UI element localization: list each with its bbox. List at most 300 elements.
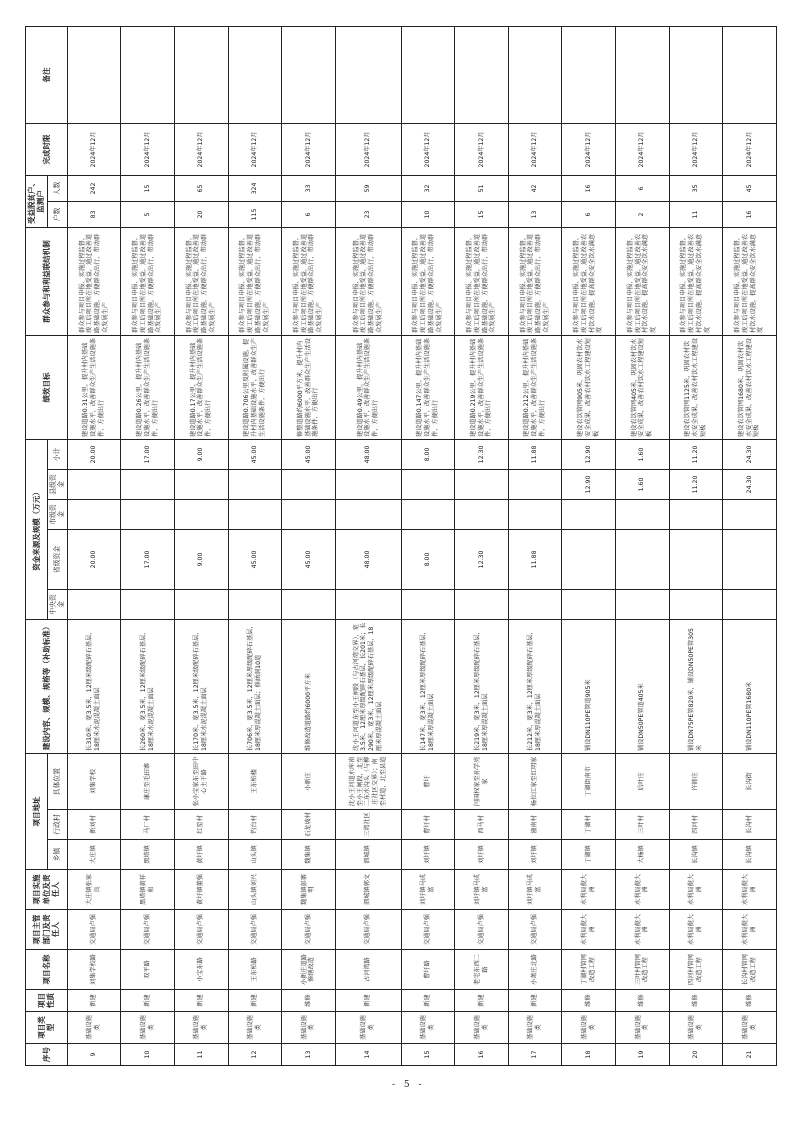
header-dept: 项目主管部门及责任人 [26, 910, 68, 950]
cell-type: 基础设施类 [401, 1012, 455, 1044]
table-body [67, 26, 776, 1065]
header-subtotal: 小计 [47, 439, 67, 469]
cell-provincial: 48.00 [335, 529, 401, 589]
cell-county [174, 469, 228, 499]
cell-dept: 交通局卢强 [67, 910, 121, 950]
cell-deadline: 2024年12月 [228, 123, 282, 175]
cell-note [335, 26, 401, 123]
header-location: 项目地址 [26, 753, 48, 869]
cell-village: 三叶村 [616, 810, 670, 840]
cell-content: 铺设DN75PE管820米，铺设DN50PE管305米 [669, 619, 723, 753]
cell-mechanism: 群众参与项目申报、实施过程监督，竣工后项目所在地受益，通过改善道路基础设施，方便群众出行，带动群众发展生产 [455, 227, 509, 335]
cell-impl: 黑塔镇黄祥和 [121, 870, 175, 910]
cell-nature: 新建 [174, 990, 228, 1012]
cell-households: 23 [335, 201, 401, 227]
cell-mechanism: 群众参与项目申报、实施过程监督，竣工后项目所在地受益，通过改善农村饮水设施，提高群众安全饮水满意度 [669, 227, 723, 335]
cell-goal: 建设道路0.706公里及附属设施，提升村内基础设施水平，改善群众生产生活设施条件，方便出行 [228, 335, 282, 439]
cell-county: 11.20 [669, 469, 723, 499]
cell-nature: 维修 [562, 990, 616, 1012]
cell-dept: 交通局卢强 [282, 910, 336, 950]
cell-impl: 魏集镇彭寨明 [282, 870, 336, 910]
cell-county [455, 469, 509, 499]
cell-dept: 交通局卢强 [228, 910, 282, 950]
cell-deadline: 2024年12月 [282, 123, 336, 175]
cell-subtotal: 12.90 [562, 439, 616, 469]
cell-seq: 13 [282, 1044, 336, 1066]
cell-town: 黑塔镇 [121, 840, 175, 870]
cell-note [282, 26, 336, 123]
cell-name: 小新庄道路修缮改造 [282, 950, 336, 990]
cell-households: 83 [67, 201, 121, 227]
cell-spot: 沈小王河道水库南至小王闸段，北至二东水沟头（与柳庄社区交界）；南至村道，北至县道 [335, 753, 401, 809]
cell-central [616, 589, 670, 619]
cell-city [121, 499, 175, 529]
table-row [401, 26, 455, 1065]
cell-note [121, 26, 175, 123]
cell-goal: 建设农饮管网905米，巩固农村饮水安全成果，改善农村饮水工程建设短板 [562, 335, 616, 439]
cell-seq: 17 [508, 1044, 562, 1066]
cell-nature: 新建 [121, 990, 175, 1012]
cell-village: 石龙坡村 [282, 810, 336, 840]
cell-central [669, 589, 723, 619]
rotated-table-wrapper [25, 28, 765, 1066]
header-note: 备注 [26, 26, 68, 123]
cell-subtotal: 48.00 [335, 439, 401, 469]
cell-town: 大庄镇 [67, 840, 121, 870]
cell-town: 刘圩镇 [508, 840, 562, 870]
cell-provincial: 45.00 [228, 529, 282, 589]
cell-deadline: 2024年12月 [455, 123, 509, 175]
cell-mechanism: 群众参与项目申报、实施过程监督，竣工后项目所在地受益，通过改善道路基础设施，方便群众出行，带动群众发展生产 [228, 227, 282, 335]
cell-name: 老宅东西二路 [455, 950, 509, 990]
header-name: 项目名称 [26, 950, 68, 990]
cell-central [562, 589, 616, 619]
table-row [616, 26, 670, 1065]
cell-town: 山头镇 [228, 840, 282, 870]
cell-content: 长260米，宽3.5米，12厘米级配碎石基层，18厘米水泥混凝土面层 [121, 619, 175, 753]
cell-dept: 交通局卢强 [174, 910, 228, 950]
cell-city [335, 499, 401, 529]
cell-name: 四河村管网改造工程 [669, 950, 723, 990]
cell-mechanism: 群众参与项目申报、实施过程监督，竣工后项目所在地受益，通过改善农村饮水设施，提高群众安全饮水满意度 [723, 227, 777, 335]
cell-seq: 9 [67, 1044, 121, 1066]
cell-county [335, 469, 401, 499]
cell-people: 35 [669, 175, 723, 201]
cell-note [67, 26, 121, 123]
header-beneficiary: 受益脱贫户、监测户 [26, 175, 48, 227]
cell-county [508, 469, 562, 499]
cell-households: 20 [174, 201, 228, 227]
cell-name: 王东柏路 [228, 950, 282, 990]
cell-city [669, 499, 723, 529]
cell-county [228, 469, 282, 499]
cell-seq: 20 [669, 1044, 723, 1066]
cell-seq: 15 [401, 1044, 455, 1066]
cell-nature: 维修 [669, 990, 723, 1012]
cell-deadline: 2024年12月 [67, 123, 121, 175]
cell-name: 曹圩路 [401, 950, 455, 990]
cell-county: 12.90 [562, 469, 616, 499]
cell-central [723, 589, 777, 619]
cell-type: 基础设施类 [121, 1012, 175, 1044]
cell-goal: 建设道路0.219公里，提升村内基础设施水平，改善群众生产生活设施条件，方便出行 [455, 335, 509, 439]
cell-content: 长310米，宽3.5米，12厘米级配碎石基层，18厘米水泥混凝土面层 [67, 619, 121, 753]
cell-city [723, 499, 777, 529]
header-people: 人数 [47, 175, 67, 201]
table-row [174, 26, 228, 1065]
cell-impl: 刘圩镇马成富 [508, 870, 562, 910]
cell-note [508, 26, 562, 123]
cell-central [282, 589, 336, 619]
cell-subtotal: 45.00 [282, 439, 336, 469]
cell-city [67, 499, 121, 529]
cell-spot: 丁湖街南市 [562, 753, 616, 809]
cell-nature: 新建 [508, 990, 562, 1012]
cell-spot: 王东柏楼 [228, 753, 282, 809]
cell-nature: 新建 [401, 990, 455, 1012]
cell-central [67, 589, 121, 619]
cell-note [669, 26, 723, 123]
cell-goal: 建设道路0.147公里，提升村内基础设施水平，改善群众生产生活设施条件，方便出行 [401, 335, 455, 439]
cell-provincial: 9.00 [174, 529, 228, 589]
cell-name: 刘集学校路 [67, 950, 121, 990]
cell-village: 马厂村 [121, 810, 175, 840]
cell-households: 5 [121, 201, 175, 227]
cell-impl: 泗城镇郭文 [335, 870, 401, 910]
cell-deadline: 2024年12月 [723, 123, 777, 175]
cell-subtotal: 12.30 [455, 439, 509, 469]
cell-people: 16 [562, 175, 616, 201]
cell-village: 曹圩村 [401, 810, 455, 840]
cell-households: 115 [228, 201, 282, 227]
cell-content: 沈小王河道东至小王闸段（与古河湾交界），宽3.5米，12厘米厚级配碎石基层，长201米；长290米，宽3米，12厘米厚级配碎石基层，18厘米厚混凝土面层 [335, 619, 401, 753]
cell-dept: 交通局卢强 [121, 910, 175, 950]
cell-households: 16 [723, 201, 777, 227]
cell-type: 基础设施类 [174, 1012, 228, 1044]
cell-county [282, 469, 336, 499]
cell-city [174, 499, 228, 529]
cell-spot: 长沟街 [723, 753, 777, 809]
cell-name: 双平路 [121, 950, 175, 990]
cell-county: 24.30 [723, 469, 777, 499]
cell-nature: 新建 [67, 990, 121, 1012]
cell-impl: 水利局倪大洲 [562, 870, 616, 910]
header-town: 乡镇 [47, 840, 67, 870]
cell-type: 基础设施类 [616, 1012, 670, 1044]
cell-goal: 建设农饮管网1125米，巩固农村饮水安全成果，改善农村饮水工程建设短板 [669, 335, 723, 439]
cell-central [455, 589, 509, 619]
cell-central [508, 589, 562, 619]
cell-people: 45 [723, 175, 777, 201]
cell-people: 51 [455, 175, 509, 201]
header-seq: 序号 [26, 1044, 68, 1066]
cell-town: 大杨镇 [616, 840, 670, 870]
cell-central [228, 589, 282, 619]
cell-impl: 黄圩镇董强 [174, 870, 228, 910]
cell-name: 长沟村管网改造工程 [723, 950, 777, 990]
page-number: - 5 - [392, 1080, 425, 1090]
cell-deadline: 2024年12月 [401, 123, 455, 175]
cell-mechanism: 群众参与项目申报、实施过程监督，竣工后项目所在地受益，通过改善农村饮水设施，提高群众安全饮水满意度 [562, 227, 616, 335]
cell-people: 6 [616, 175, 670, 201]
table-row [455, 26, 509, 1065]
cell-type: 基础设施类 [562, 1012, 616, 1044]
header-impl: 项目实施单位及责任人 [26, 870, 68, 910]
cell-spot: 闫国权家至孙学亮家 [455, 753, 509, 809]
cell-name: 三叶村管网改造工程 [616, 950, 670, 990]
cell-spot: 曹圩 [401, 753, 455, 809]
header-central: 中央资金 [47, 589, 67, 619]
table-row [335, 26, 401, 1065]
cell-goal: 建设道路0.212公里，提升村内基础设施水平，改善群众生产生活设施条件，方便出行 [508, 335, 562, 439]
cell-seq: 16 [455, 1044, 509, 1066]
cell-village: 新刘村 [67, 810, 121, 840]
cell-provincial: 17.00 [121, 529, 175, 589]
cell-village: 三湾社区 [335, 810, 401, 840]
cell-provincial: 12.30 [455, 529, 509, 589]
cell-nature: 维修 [723, 990, 777, 1012]
cell-content: 长706米，宽3.5米，12厘米厚级配碎石基层，18厘米厚混凝土面层；修涵洞10道 [228, 619, 282, 753]
cell-dept: 水利局倪大洲 [562, 910, 616, 950]
cell-provincial [562, 529, 616, 589]
cell-households: 6 [562, 201, 616, 227]
cell-town: 刘圩镇 [401, 840, 455, 870]
cell-households: 13 [508, 201, 562, 227]
cell-dept: 水利局倪大洲 [616, 910, 670, 950]
cell-mechanism: 群众参与项目申报、实施过程监督，竣工后项目所在地受益，通过改善道路基础设施，方便群众出行，带动群众发展生产 [282, 227, 336, 335]
cell-name: 古河湾路 [335, 950, 401, 990]
cell-dept: 交通局卢强 [455, 910, 509, 950]
cell-impl: 水利局倪大洲 [616, 870, 670, 910]
header-funds: 资金来源及规模（万元） [26, 439, 48, 619]
table-row [282, 26, 336, 1065]
cell-seq: 18 [562, 1044, 616, 1066]
cell-type: 基础设施类 [67, 1012, 121, 1044]
cell-seq: 19 [616, 1044, 670, 1066]
cell-city [508, 499, 562, 529]
cell-impl: 水利局倪大洲 [723, 870, 777, 910]
cell-seq: 21 [723, 1044, 777, 1066]
cell-dept: 交通局卢强 [335, 910, 401, 950]
cell-type: 基础设施类 [669, 1012, 723, 1044]
table-row [121, 26, 175, 1065]
cell-provincial: 20.00 [67, 529, 121, 589]
cell-nature: 新建 [455, 990, 509, 1012]
cell-people: 32 [401, 175, 455, 201]
cell-provincial: 8.00 [401, 529, 455, 589]
cell-goal: 建设道路0.17公里，提升村内基础设施水平，改善群众生产生活设施条件，方便出行 [174, 335, 228, 439]
cell-mechanism: 群众参与项目申报、实施过程监督，竣工后项目所在地受益，通过改善道路基础设施，方便群众出行，带动群众发展生产 [121, 227, 175, 335]
header-type: 项目类型 [26, 1012, 68, 1044]
cell-people: 59 [335, 175, 401, 201]
cell-households: 10 [401, 201, 455, 227]
table-row [228, 26, 282, 1065]
cell-impl: 大庄镇张家良 [67, 870, 121, 910]
cell-people: 33 [282, 175, 336, 201]
cell-city [228, 499, 282, 529]
cell-seq: 14 [335, 1044, 401, 1066]
cell-nature: 新建 [335, 990, 401, 1012]
cell-town: 黄圩镇 [174, 840, 228, 870]
cell-content: 铺设DN110PE管道905米 [562, 619, 616, 753]
cell-county: 1.60 [616, 469, 670, 499]
cell-goal: 修整道路约6000平方米，提升村内基础设施水平，改善群众生产生活设施条件，方便出行 [282, 335, 336, 439]
header-deadline: 完成时限 [26, 123, 68, 175]
cell-seq: 12 [228, 1044, 282, 1066]
cell-city [562, 499, 616, 529]
cell-content: 长170米，宽3.5米，12厘米级配碎石基层，18厘米水泥混凝土面层 [174, 619, 228, 753]
cell-mechanism: 群众参与项目申报、实施过程监督，竣工后项目所在地受益，通过改善道路基础设施，方便群众出行，带动群众发展生产 [508, 227, 562, 335]
cell-note [562, 26, 616, 123]
cell-name: 小萧庄北路 [508, 950, 562, 990]
header-nature: 项目性质 [26, 990, 68, 1012]
cell-mechanism: 群众参与项目申报、实施过程监督，竣工后项目所在地受益，通过改善道路基础设施，方便群众出行，带动群众发展生产 [401, 227, 455, 335]
cell-content: 铺设DN110PE管1680米 [723, 619, 777, 753]
cell-town: 丁湖镇 [562, 840, 616, 870]
cell-provincial [616, 529, 670, 589]
cell-mechanism: 群众参与项目申报、实施过程监督，竣工后项目所在地受益，通过改善道路基础设施，方便群众出行，带动群众发展生产 [67, 227, 121, 335]
cell-note [228, 26, 282, 123]
cell-type: 基础设施类 [723, 1012, 777, 1044]
cell-village: 潼南村 [508, 810, 562, 840]
header-goal: 绩效目标 [26, 335, 68, 439]
cell-impl: 刘圩镇马成富 [401, 870, 455, 910]
cell-spot: 张小宝家东至田中心主干路 [174, 753, 228, 809]
cell-type: 基础设施类 [282, 1012, 336, 1044]
cell-subtotal: 20.00 [67, 439, 121, 469]
cell-subtotal: 11.88 [508, 439, 562, 469]
cell-name: 小宝东路 [174, 950, 228, 990]
table-row [508, 26, 562, 1065]
cell-village: 钓台村 [228, 810, 282, 840]
cell-city [616, 499, 670, 529]
cell-note [174, 26, 228, 123]
cell-spot: 小新庄 [282, 753, 336, 809]
cell-nature: 维修 [616, 990, 670, 1012]
cell-goal: 建设农饮管网1680米，巩固农村饮水安全成果，改善农村饮水工程建设短板 [723, 335, 777, 439]
cell-central [174, 589, 228, 619]
cell-households: 2 [616, 201, 670, 227]
cell-town: 魏集镇 [282, 840, 336, 870]
cell-content: 长219米，宽3米，12厘米厚级配碎石基层，18厘米厚混凝土面层 [455, 619, 509, 753]
cell-type: 基础设施类 [508, 1012, 562, 1044]
cell-county [67, 469, 121, 499]
cell-county [121, 469, 175, 499]
cell-nature: 维修 [282, 990, 336, 1012]
cell-town: 泗城镇 [335, 840, 401, 870]
cell-spot: 康庄至毛田寨 [121, 753, 175, 809]
cell-content: 铺设DN50PE管道405米 [616, 619, 670, 753]
cell-deadline: 2024年12月 [562, 123, 616, 175]
cell-subtotal: 9.00 [174, 439, 228, 469]
cell-type: 基础设施类 [228, 1012, 282, 1044]
cell-spot: 刘集学校 [67, 753, 121, 809]
cell-county [401, 469, 455, 499]
cell-note [723, 26, 777, 123]
cell-subtotal: 8.00 [401, 439, 455, 469]
cell-central [121, 589, 175, 619]
cell-seq: 10 [121, 1044, 175, 1066]
cell-people: 42 [508, 175, 562, 201]
cell-households: 11 [669, 201, 723, 227]
cell-content: 长147米，宽3米，12厘米厚级配碎石基层，18厘米厚混凝土面层 [401, 619, 455, 753]
cell-town: 长沟镇 [669, 840, 723, 870]
cell-provincial: 11.88 [508, 529, 562, 589]
cell-town: 长沟镇 [723, 840, 777, 870]
cell-goal: 建设道路0.49公里，提升村内基础设施水平，改善群众生产生活设施条件，方便出行 [335, 335, 401, 439]
cell-subtotal: 11.20 [669, 439, 723, 469]
cell-households: 6 [282, 201, 336, 227]
table-row [562, 26, 616, 1065]
cell-impl: 水利局倪大洲 [669, 870, 723, 910]
cell-content: 长212米，宽3米，12厘米厚级配碎石基层，18厘米厚混凝土面层 [508, 619, 562, 753]
header-provincial: 省级资金 [47, 529, 67, 589]
cell-type: 基础设施类 [335, 1012, 401, 1044]
cell-goal: 建设农饮管网405米，巩固农村饮水安全成果，改善农村饮水工程建设短板 [616, 335, 670, 439]
header-households: 户数 [47, 201, 67, 227]
cell-people: 65 [174, 175, 228, 201]
cell-note [616, 26, 670, 123]
cell-village: 长沟村 [723, 810, 777, 840]
cell-city [455, 499, 509, 529]
cell-village: 丁湖村 [562, 810, 616, 840]
cell-spot: 后叶庄 [616, 753, 670, 809]
table-row [67, 26, 121, 1065]
cell-impl: 刘圩镇马成富 [455, 870, 509, 910]
table-row [669, 26, 723, 1065]
cell-impl: 山头镇刘兴 [228, 870, 282, 910]
cell-city [401, 499, 455, 529]
cell-deadline: 2024年12月 [508, 123, 562, 175]
cell-seq: 11 [174, 1044, 228, 1066]
cell-goal: 建设道路0.31公里，提升村内基础设施水平，改善群众生产生活设施条件，方便出行 [67, 335, 121, 439]
cell-deadline: 2024年12月 [121, 123, 175, 175]
cell-name: 丁湖村管网改造工程 [562, 950, 616, 990]
cell-dept: 交通局卢强 [401, 910, 455, 950]
cell-mechanism: 群众参与项目申报、实施过程监督，竣工后项目所在地受益，通过改善道路基础设施，方便群众出行，带动群众发展生产 [335, 227, 401, 335]
cell-subtotal: 45.00 [228, 439, 282, 469]
cell-dept: 水利局倪大洲 [669, 910, 723, 950]
cell-provincial: 45.00 [282, 529, 336, 589]
header-content: 建设内容、规模、规格等（补助标准） [26, 619, 68, 753]
header-county: 县级资金 [47, 469, 67, 499]
cell-people: 242 [67, 175, 121, 201]
cell-village: 西马村 [455, 810, 509, 840]
cell-subtotal: 24.30 [723, 439, 777, 469]
cell-dept: 交通局卢强 [508, 910, 562, 950]
header-village: 行政村 [47, 810, 67, 840]
cell-note [401, 26, 455, 123]
cell-deadline: 2024年12月 [616, 123, 670, 175]
cell-type: 基础设施类 [455, 1012, 509, 1044]
cell-note [455, 26, 509, 123]
cell-provincial [723, 529, 777, 589]
cell-content: 维修改造道路约6000平方米 [282, 619, 336, 753]
cell-households: 15 [455, 201, 509, 227]
header-mechanism: 群众参与和利益联结机制 [26, 227, 68, 335]
cell-town: 刘圩镇 [455, 840, 509, 870]
cell-people: 324 [228, 175, 282, 201]
cell-dept: 水利局倪大洲 [723, 910, 777, 950]
cell-central [335, 589, 401, 619]
cell-deadline: 2024年12月 [669, 123, 723, 175]
cell-central [401, 589, 455, 619]
cell-spot: 许韩庄 [669, 753, 723, 809]
header-spot: 具体位置 [47, 753, 67, 809]
table-header [26, 26, 68, 1065]
cell-city [282, 499, 336, 529]
cell-deadline: 2024年12月 [335, 123, 401, 175]
